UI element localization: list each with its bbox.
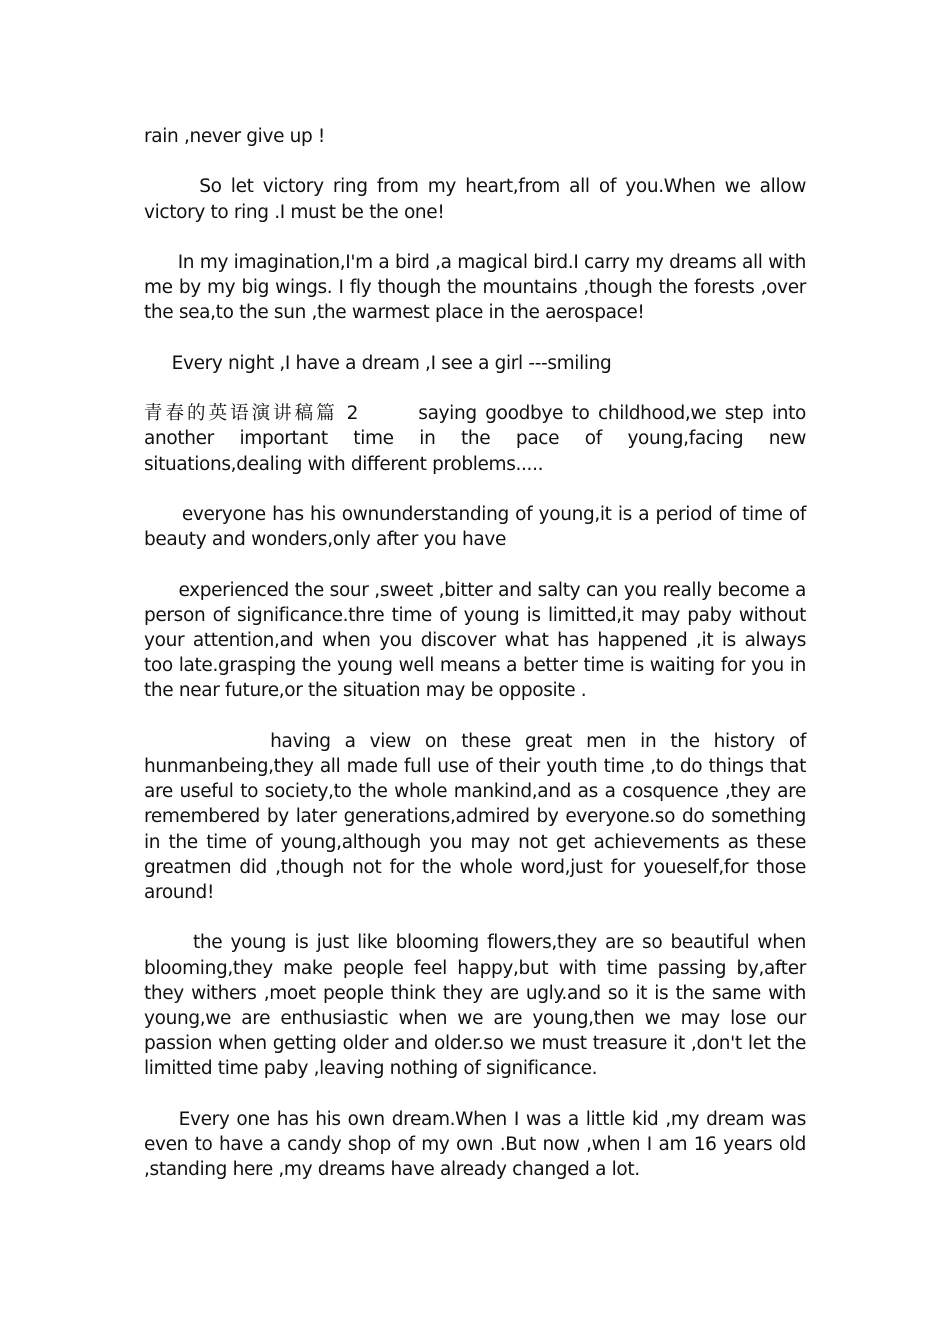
paragraph-text: the young is just like blooming flowers,they are so beautiful when blooming,they make people feel happy,but with time passing by,after they withers ,moet people think they are ugly.and so it is the same with young,we are enthusiastic when we are young,then we may lose our passion when getting older and older.so we must treasure it ,don't let the limitted time paby ,leaving nothing of significance. — [144, 932, 806, 1080]
paragraph-indent — [144, 932, 193, 953]
document-body — [144, 124, 806, 1182]
paragraph-indent — [144, 353, 172, 374]
section-heading: 青春的英语演讲稿篇 2 — [144, 403, 359, 425]
paragraph-indent — [144, 176, 199, 197]
paragraph — [144, 250, 806, 326]
paragraph — [144, 578, 806, 704]
paragraph-text: So let victory ring from my heart,from all of you.When we allow victory to ring .I must be the one! — [144, 176, 807, 223]
paragraph-text: rain ,never give up ! — [144, 126, 326, 147]
paragraph — [144, 1107, 806, 1183]
paragraph-text: experienced the sour ,sweet ,bitter and salty can you really become a person of significance.thre time of young is limitted,it may paby without your attention,and when you discover what has happened ,it is always too late.grasping the young well means a better time is waiting for you in the near future,or the situation may be opposite . — [144, 579, 806, 702]
paragraph — [144, 124, 806, 149]
paragraph — [144, 351, 806, 376]
paragraph-indent — [144, 252, 178, 273]
paragraph — [144, 174, 806, 224]
paragraph-text: Every one has his own dream.When I was a little kid ,my dream was even to have a candy shop of my own .But now ,when I am 16 years old ,standing here ,my dreams have already changed a lot. — [144, 1108, 806, 1181]
paragraph-text: In my imagination,I'm a bird ,a magical bird.I carry my dreams all with me by my big wings. I fly though the mountains ,though the forests ,over the sea,to the sun ,the warmest place in the aerospace! — [144, 251, 806, 324]
paragraph-indent — [144, 580, 178, 601]
paragraph — [144, 401, 806, 477]
paragraph-text: saying goodbye to childhood,we step into another important time in the pace of young,facing new situations,dealing with different problems..... — [144, 403, 806, 475]
paragraph — [144, 930, 806, 1081]
paragraph-text: Every night ,I have a dream ,I see a girl ---smiling — [171, 352, 612, 374]
paragraph — [144, 502, 806, 552]
paragraph-indent — [144, 504, 182, 525]
paragraph-text: having a view on these great men in the history of hunmanbeing,they all made full use of their youth time ,to do things that are useful to society,to the whole mankind,and as a cosquence ,they are remembered by later generations,admired by everyone.so do something in the time of young,although you may not get achievements as these greatmen did ,though not for the whole word,just for youeself,for those around! — [144, 730, 806, 903]
paragraph-text: everyone has his ownunderstanding of young,it is a period of time of beauty and wonders,only after you have — [144, 503, 806, 551]
paragraph-indent — [144, 731, 270, 752]
paragraph — [144, 729, 806, 905]
paragraph-indent — [144, 1109, 179, 1130]
paragraph-indent — [358, 403, 418, 424]
